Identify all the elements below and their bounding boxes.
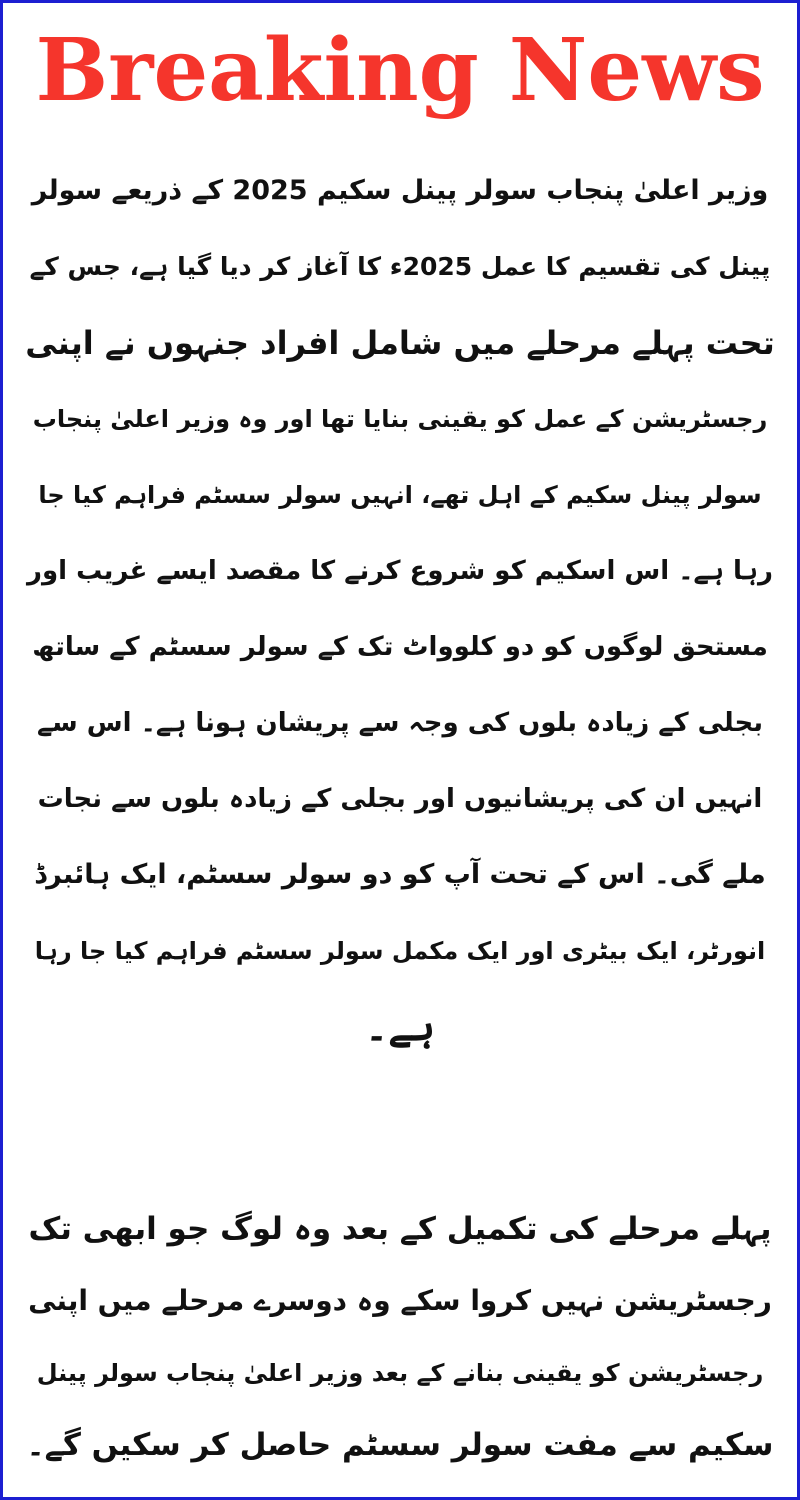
paragraph-line: تحت پہلے مرحلے میں شامل افراد جنہوں نے اپنی (25, 324, 775, 362)
paragraph-line: پہلے مرحلے کی تکمیل کے بعد وہ لوگ جو ابھی تک (28, 1211, 772, 1247)
paragraph-line: بجلی کے زیادہ بلوں کی وجہ سے پریشان ہونا ہے۔ اس سے (36, 708, 764, 738)
paragraph-line: انورٹر، ایک بیٹری اور ایک مکمل سولر سسٹم فراہم کیا جا رہا (34, 937, 766, 965)
paragraph-line: رجسٹریشن کو یقینی بنانے کے بعد وزیر اعلیٰ پنجاب سولر پینل (36, 1359, 764, 1387)
paragraph-line: رجسٹریشن نہیں کروا سکے وہ دوسرے مرحلے میں اپنی (28, 1284, 772, 1317)
paragraph-line: پینل کی تقسیم کا عمل 2025ء کا آغاز کر دیا گیا ہے، جس کے (29, 252, 771, 281)
headline: Breaking News (35, 20, 765, 121)
paragraph-line: وزیر اعلیٰ پنجاب سولر پینل سکیم 2025 کے ذریعے سولر (31, 175, 769, 206)
article-paragraph-1 (25, 153, 775, 1065)
paragraph-line: مستحق لوگوں کو دو کلوواٹ تک کے سولر سسٹم کے ساتھ (32, 632, 768, 662)
paragraph-line: انہیں ان کی پریشانیوں اور بجلی کے زیادہ بلوں سے نجات (37, 784, 763, 814)
paragraph-line: رہا ہے۔ اس اسکیم کو شروع کرنے کا مقصد ایسے غریب اور (27, 556, 773, 586)
article-paragraph-2 (25, 1193, 775, 1481)
paragraph-line: سولر پینل سکیم کے اہل تھے، انہیں سولر سسٹم فراہم کیا جا (38, 481, 762, 509)
paragraph-line: سکیم سے مفت سولر سسٹم حاصل کر سکیں گے۔ (26, 1427, 774, 1463)
paragraph-line: ملے گی۔ اس کے تحت آپ کو دو سولر سسٹم، ایک ہائبرڈ (34, 859, 766, 890)
paragraph-line: رجسٹریشن کے عمل کو یقینی بنایا تھا اور وہ وزیر اعلیٰ پنجاب (32, 405, 768, 433)
paragraph-line: ہے۔ (364, 1004, 436, 1050)
